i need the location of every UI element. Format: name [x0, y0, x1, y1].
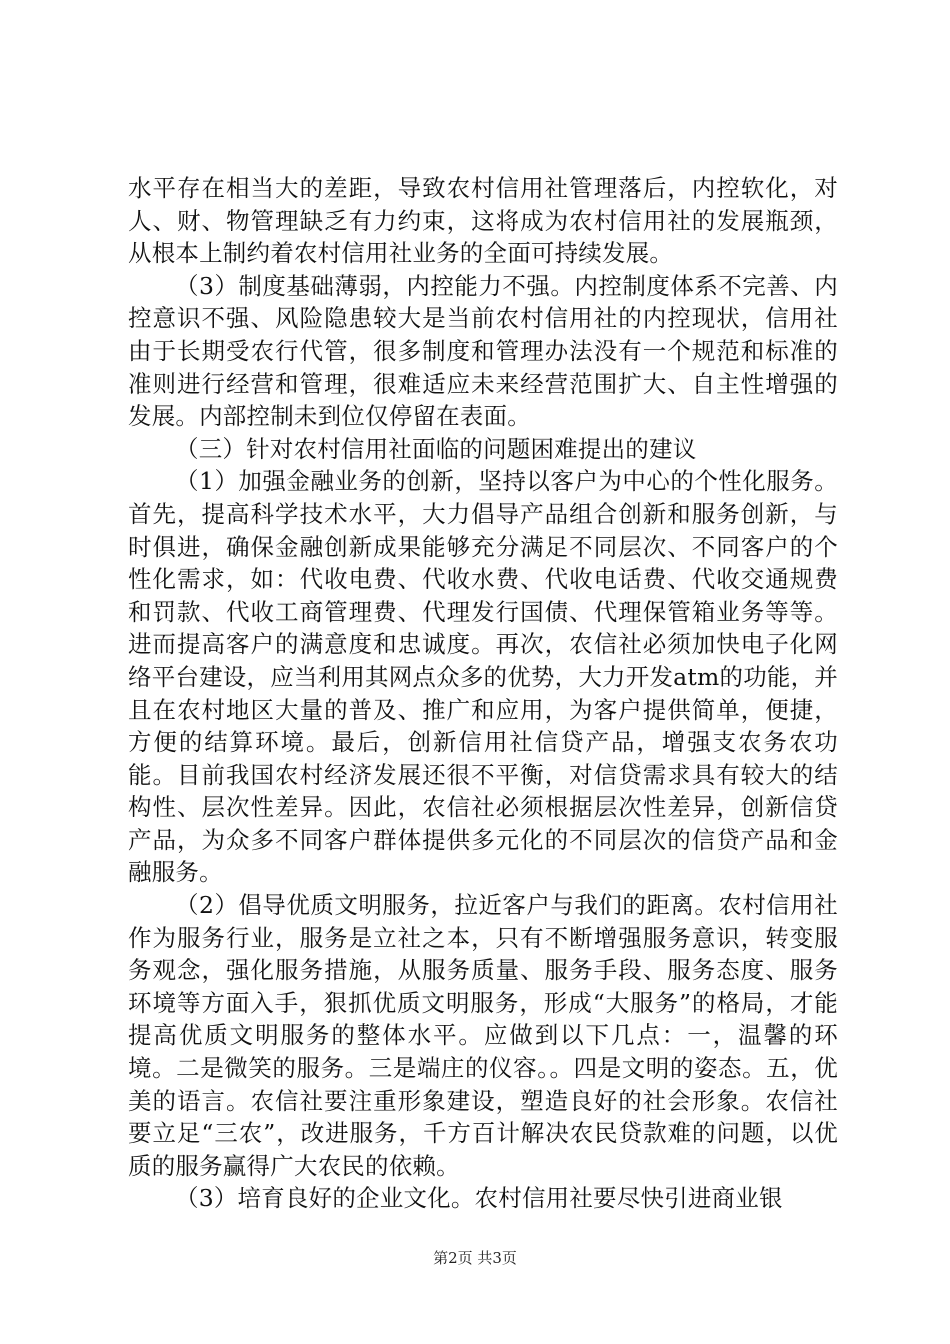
- paragraph-internal-control: （3）制度基础薄弱，内控能力不强。内控制度体系不完善、内控意识不强、风险隐患较大是当前农村信用社的内控现状，信用社由于长期受农行代管，很多制度和管理办法没有一个规范和标准的准则进行经营和管理，很难适应未来经营范围扩大、自主性增强的发展。内部控制未到位仅停留在表面。: [128, 271, 838, 431]
- paragraph-corporate-culture: （3）培育良好的企业文化。农村信用社要尽快引进商业银: [175, 1184, 783, 1213]
- paragraph-continuation: 水平存在相当大的差距，导致农村信用社管理落后，内控软化，对人、财、物管理缺乏有力约束，这将成为农村信用社的发展瓶颈，从根本上制约着农村信用社业务的全面可持续发展。: [128, 174, 838, 268]
- paragraph-financial-innovation: （1）加强金融业务的创新，坚持以客户为中心的个性化服务。首先，提高科学技术水平，大力倡导产品组合创新和服务创新，与时俱进，确保金融创新成果能够充分满足不同层次、不同客户的个性化需求，如：代收电费、代收水费、代收电话费、代收交通规费和罚款、代收工商管理费、代理发行国债、代理保管箱业务等等。进而提高客户的满意度和忠诚度。再次，农信社必须加快电子化网络平台建设，应当利用其网点众多的优势，大力开发atm的功能，并且在农村地区大量的普及、推广和应用，为客户提供简单，便捷，方便的结算环境。最后，创新信用社信贷产品，增强支农务农功能。目前我国农村经济发展还很不平衡，对信贷需求具有较大的结构性、层次性差异。因此，农信社必须根据层次性差异，创新信贷产品，为众多不同客户群体提供多元化的不同层次的信贷产品和金融服务。: [128, 467, 838, 887]
- section-heading-suggestions: （三）针对农村信用社面临的问题困难提出的建议: [175, 434, 697, 463]
- page-number-footer: 第2页 共3页: [433, 1249, 517, 1267]
- document-body: [128, 172, 838, 1215]
- paragraph-quality-service: （2）倡导优质文明服务，拉近客户与我们的距离。农村信用社作为服务行业，服务是立社之本，只有不断增强服务意识，转变服务观念，强化服务措施，从服务质量、服务手段、服务态度、服务环境等方面入手，狠抓优质文明服务，形成“大服务”的格局，才能提高优质文明服务的整体水平。应做到以下几点：一，温馨的环境。二是微笑的服务。三是端庄的仪容。。四是文明的姿态。五，优美的语言。农信社要注重形象建设，塑造良好的社会形象。农信社要立足“三农”，改进服务，千方百计解决农民贷款难的问题，以优质的服务赢得广大农民的依赖。: [128, 891, 838, 1180]
